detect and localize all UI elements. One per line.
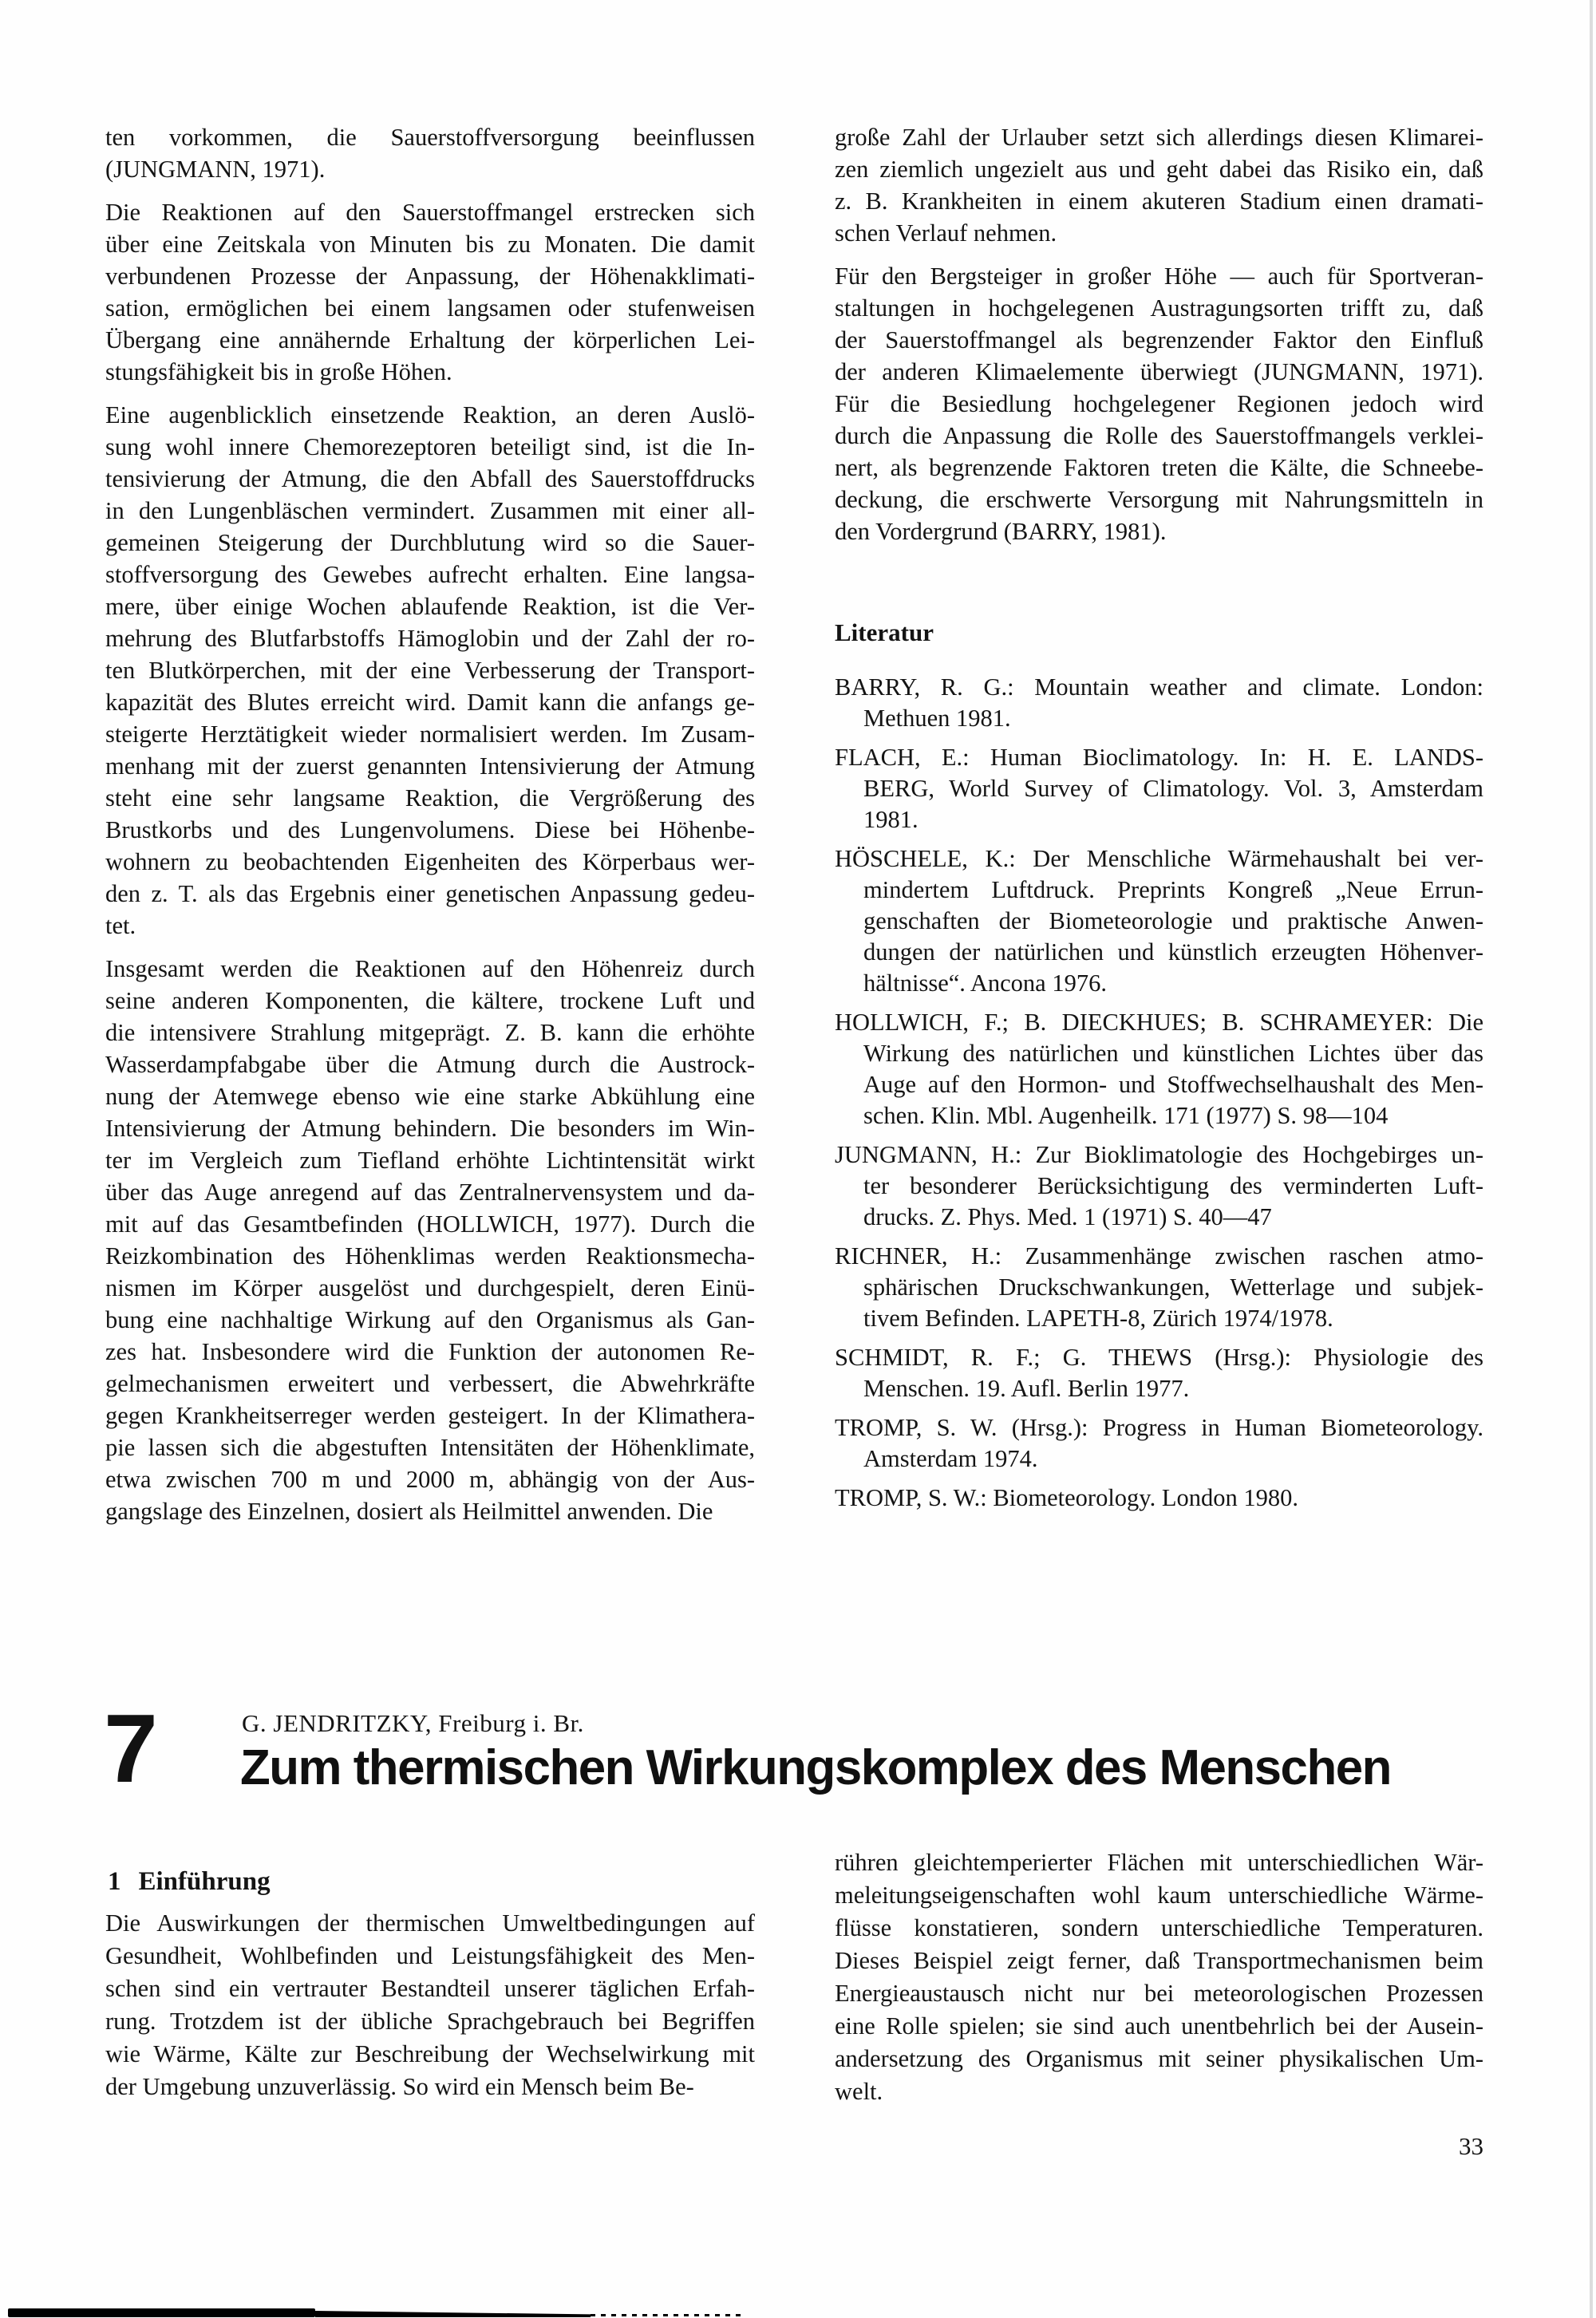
reference-entry	[835, 742, 1483, 835]
text-line: rühren gleichtemperierter Flächen mit unterschiedlichen Wär-	[835, 1849, 1483, 1876]
text-line: Auge auf den Hormon- und Stoffwechselhaushalt des Men-	[863, 1071, 1483, 1098]
text-line: mehrung des Blutfarbstoffs Hämoglobin und der Zahl der ro-	[105, 625, 755, 652]
text-line: HOLLWICH, F.; B. DIECKHUES; B. SCHRAMEYER: Die	[835, 1009, 1483, 1036]
section-heading	[108, 1866, 271, 1897]
paragraph	[835, 260, 1483, 547]
text-line: flüsse konstatieren, sondern unterschiedliche Temperaturen.	[835, 1914, 1483, 1941]
paragraph	[835, 121, 1483, 249]
text-line: über eine Zeitskala von Minuten bis zu Monaten. Die damit	[105, 231, 755, 258]
text-line: der Umgebung unzuverlässig. So wird ein Mensch beim Be-	[105, 2073, 694, 2100]
text-line: TROMP, S. W.: Biometeorology. London 1980.	[835, 1484, 1298, 1511]
text-line: nismen im Körper ausgelöst und durchgespielt, deren Einü-	[105, 1274, 755, 1301]
text-line: JUNGMANN, H.: Zur Bioklimatologie des Hochgebirges un-	[835, 1141, 1483, 1168]
reference-entry	[835, 1139, 1483, 1233]
text-line: pie lassen sich die abgestuften Intensitäten der Höhenklimate,	[105, 1434, 755, 1461]
text-line: steht eine sehr langsame Reaktion, die Vergrößerung des	[105, 784, 755, 811]
text-line: die intensivere Strahlung mitgeprägt. Z. B. kann die erhöhte	[105, 1019, 755, 1046]
paragraph	[105, 196, 755, 388]
text-line: sphärischen Druckschwankungen, Wetterlage und subjek-	[863, 1274, 1483, 1301]
scan-edge-line	[1590, 0, 1593, 2318]
text-line: dungen der natürlichen und künstlich erzeugten Höhenver-	[863, 938, 1483, 966]
text-line: Methuen 1981.	[863, 705, 1011, 732]
text-line: gemeinen Steigerung der Durchblutung wird so die Sauer-	[105, 529, 755, 556]
text-line: menhang mit der zuerst genannten Intensivierung der Atmung	[105, 752, 755, 780]
text-line: genschaften der Biometeorologie und praktische Anwen-	[863, 907, 1483, 934]
text-line: große Zahl der Urlauber setzt sich allerdings diesen Klimarei-	[835, 124, 1483, 151]
text-line: tivem Befinden. LAPETH-8, Zürich 1974/1978.	[863, 1305, 1333, 1332]
text-line: 1981.	[863, 806, 918, 833]
text-line: Menschen. 19. Aufl. Berlin 1977.	[863, 1375, 1190, 1402]
text-line: nert, als begrenzende Faktoren treten die Kälte, die Schneebe-	[835, 454, 1483, 481]
text-line: Für die Besiedlung hochgelegener Regionen jedoch wird	[835, 390, 1483, 417]
text-line: bung eine nachhaltige Wirkung auf den Organismus als Gan-	[105, 1306, 755, 1333]
text-line: ten vorkommen, die Sauerstoffversorgung beeinflussen	[105, 124, 755, 151]
chapter-author: G. JENDRITZKY, Freiburg i. Br.	[242, 1709, 584, 1737]
text-line: schen Verlauf nehmen.	[835, 219, 1057, 247]
text-line: stoffversorgung des Gewebes aufrecht erhalten. Eine langsa-	[105, 561, 755, 588]
reference-list	[835, 672, 1483, 1514]
text-line: schen. Klin. Mbl. Augenheilk. 171 (1977) S. 98—104	[863, 1102, 1389, 1129]
text-line: der anderen Klimaelemente überwiegt (JUNGMANN, 1971).	[835, 358, 1483, 385]
text-line: zes hat. Insbesondere wird die Funktion der autonomen Re-	[105, 1338, 755, 1365]
text-line: durch die Anpassung die Rolle des Sauerstoffmangels verklei-	[835, 422, 1483, 449]
text-line: sation, ermöglichen bei einem langsamen oder stufenweisen	[105, 294, 755, 322]
scan-artifact-wedge	[315, 2311, 591, 2317]
text-line: eine Rolle spielen; sie sind auch unentbehrlich bei der Ausein-	[835, 2012, 1483, 2040]
text-line: ter besonderer Berücksichtigung des verminderten Luft-	[863, 1172, 1483, 1199]
text-line: ter im Vergleich zum Tiefland erhöhte Lichtintensität wirkt	[105, 1147, 755, 1174]
text-line: mit auf das Gesamtbefinden (HOLLWICH, 1977). Durch die	[105, 1210, 755, 1238]
paragraph	[105, 399, 755, 942]
text-line: kapazität des Blutes erreicht wird. Damit kann die anfangs ge-	[105, 689, 755, 716]
section-title: Einführung	[138, 1867, 271, 1896]
top-left-column	[105, 121, 755, 1527]
text-line: Eine augenblicklich einsetzende Reaktion, an deren Auslö-	[105, 401, 755, 428]
scan-artifact-dots	[591, 2314, 742, 2316]
text-line: gegen Krankheitserreger werden gesteigert. In der Klimathera-	[105, 1402, 755, 1429]
reference-entry	[835, 843, 1483, 999]
text-line: Gesundheit, Wohlbefinden und Leistungsfähigkeit des Men-	[105, 1942, 755, 1969]
text-line: FLACH, E.: Human Bioclimatology. In: H. E. LANDS-	[835, 744, 1483, 771]
chapter-title: Zum thermischen Wirkungskomplex des Menschen	[240, 1740, 1391, 1795]
text-line: gangslage des Einzelnen, dosiert als Heilmittel anwenden. Die	[105, 1498, 713, 1525]
text-line: nung der Atemwege ebenso wie eine starke Abkühlung eine	[105, 1083, 755, 1110]
text-line: Intensivierung der Atmung behindern. Die besonders im Win-	[105, 1115, 755, 1142]
text-line: hältnisse“. Ancona 1976.	[863, 969, 1107, 997]
intro-left-paragraph	[105, 1907, 755, 2103]
text-line: staltungen in hochgelegenen Austragungsorten trifft zu, daß	[835, 294, 1483, 322]
text-line: Für den Bergsteiger in großer Höhe — auch für Sportveran-	[835, 263, 1483, 290]
text-line: den z. T. als das Ergebnis einer genetischen Anpassung gedeu-	[105, 880, 755, 907]
text-line: andersetzung des Organismus mit seiner physikalischen Um-	[835, 2045, 1483, 2072]
text-line: meleitungseigenschaften wohl kaum unterschiedliche Wärme-	[835, 1882, 1483, 1909]
text-line: gelmechanismen erweitert und verbessert, die Abwehrkräfte	[105, 1370, 755, 1397]
text-line: (JUNGMANN, 1971).	[105, 156, 326, 183]
text-line: z. B. Krankheiten in einem akuteren Stadium einen dramati-	[835, 188, 1483, 215]
reference-entry	[835, 1342, 1483, 1404]
text-line: seine anderen Komponenten, die kältere, trockene Luft und	[105, 987, 755, 1014]
reference-entry	[835, 672, 1483, 734]
text-line: verbundenen Prozesse der Anpassung, der Höhenakklimati-	[105, 263, 755, 290]
text-line: Reizkombination des Höhenklimas werden Reaktionsmecha-	[105, 1242, 755, 1270]
top-right-paragraphs	[835, 121, 1483, 547]
text-line: in den Lungenbläschen vermindert. Zusammen mit einer all-	[105, 497, 755, 524]
text-line: Dieses Beispiel zeigt ferner, daß Transportmechanismen beim	[835, 1947, 1483, 1974]
text-line: Brustkorbs und des Lungenvolumens. Diese bei Höhenbe-	[105, 816, 755, 843]
text-line: Wasserdampfabgabe über die Atmung durch die Austrock-	[105, 1051, 755, 1078]
text-line: Die Auswirkungen der thermischen Umweltbedingungen auf	[105, 1909, 755, 1937]
text-line: mere, über einige Wochen ablaufende Reaktion, ist die Ver-	[105, 593, 755, 620]
text-line: Energieaustausch nicht nur bei meteorologischen Prozessen	[835, 1980, 1483, 2007]
reference-entry	[835, 1007, 1483, 1131]
text-line: schen sind ein vertrauter Bestandteil unserer täglichen Erfah-	[105, 1975, 755, 2002]
paragraph	[105, 953, 755, 1527]
chapter-number: 7	[104, 1694, 158, 1803]
literatur-heading: Literatur	[835, 618, 934, 646]
text-line: mindertem Luftdruck. Preprints Kongreß „Neue Errun-	[863, 876, 1483, 903]
text-line: Wirkung des natürlichen und künstlichen Lichtes über das	[863, 1040, 1483, 1067]
text-line: Übergang eine annähernde Erhaltung der körperlichen Lei-	[105, 326, 755, 353]
reference-entry	[835, 1412, 1483, 1475]
text-line: den Vordergrund (BARRY, 1981).	[835, 518, 1167, 545]
text-line: wie Wärme, Kälte zur Beschreibung der Wechselwirkung mit	[105, 2040, 755, 2067]
text-line: RICHNER, H.: Zusammenhänge zwischen raschen atmo-	[835, 1242, 1483, 1270]
text-line: welt.	[835, 2078, 883, 2105]
intro-right-paragraph	[835, 1846, 1483, 2108]
page-number: 33	[1459, 2132, 1483, 2160]
text-line: etwa zwischen 700 m und 2000 m, abhängig von der Aus-	[105, 1466, 755, 1493]
text-line: drucks. Z. Phys. Med. 1 (1971) S. 40—47	[863, 1203, 1272, 1230]
text-line: Die Reaktionen auf den Sauerstoffmangel erstrecken sich	[105, 199, 755, 226]
text-line: Amsterdam 1974.	[863, 1445, 1038, 1472]
text-line: tensivierung der Atmung, die den Abfall des Sauerstoffdrucks	[105, 465, 755, 492]
reference-entry	[835, 1483, 1483, 1514]
paragraph	[105, 121, 755, 185]
section-number: 1	[108, 1867, 121, 1896]
text-line: SCHMIDT, R. F.; G. THEWS (Hrsg.): Physiologie des	[835, 1344, 1483, 1371]
text-line: stungsfähigkeit bis in große Höhen.	[105, 358, 452, 385]
text-line: BERG, World Survey of Climatology. Vol. 3, Amsterdam	[863, 775, 1483, 802]
text-line: zen ziemlich ungezielt aus und geht dabei das Risiko ein, daß	[835, 156, 1483, 183]
text-line: deckung, die erschwerte Versorgung mit Nahrungsmitteln in	[835, 486, 1483, 513]
text-line: wohnern zu beobachtenden Eigenheiten des Körperbaus wer-	[105, 848, 755, 875]
text-line: ten Blutkörperchen, mit der eine Verbesserung der Transport-	[105, 657, 755, 684]
text-line: der Sauerstoffmangel als begrenzender Faktor den Einfluß	[835, 326, 1483, 353]
text-line: tet.	[105, 912, 136, 939]
text-line: HÖSCHELE, K.: Der Menschliche Wärmehaushalt bei ver-	[835, 845, 1483, 872]
text-line: BARRY, R. G.: Mountain weather and climate. London:	[835, 673, 1483, 701]
text-line: sung wohl innere Chemorezeptoren beteiligt sind, ist die In-	[105, 433, 755, 460]
text-line: über das Auge anregend auf das Zentralnervensystem und da-	[105, 1179, 755, 1206]
text-line: TROMP, S. W. (Hrsg.): Progress in Human Biometeorology.	[835, 1414, 1483, 1441]
reference-entry	[835, 1241, 1483, 1334]
text-line: Insgesamt werden die Reaktionen auf den Höhenreiz durch	[105, 955, 755, 982]
text-line: steigerte Herztätigkeit wieder normalisiert werden. Im Zusam-	[105, 721, 755, 748]
scan-artifact-bar	[8, 2308, 315, 2317]
text-line: rung. Trotzdem ist der übliche Sprachgebrauch bei Begriffen	[105, 2008, 755, 2035]
top-right-column	[835, 121, 1483, 1514]
